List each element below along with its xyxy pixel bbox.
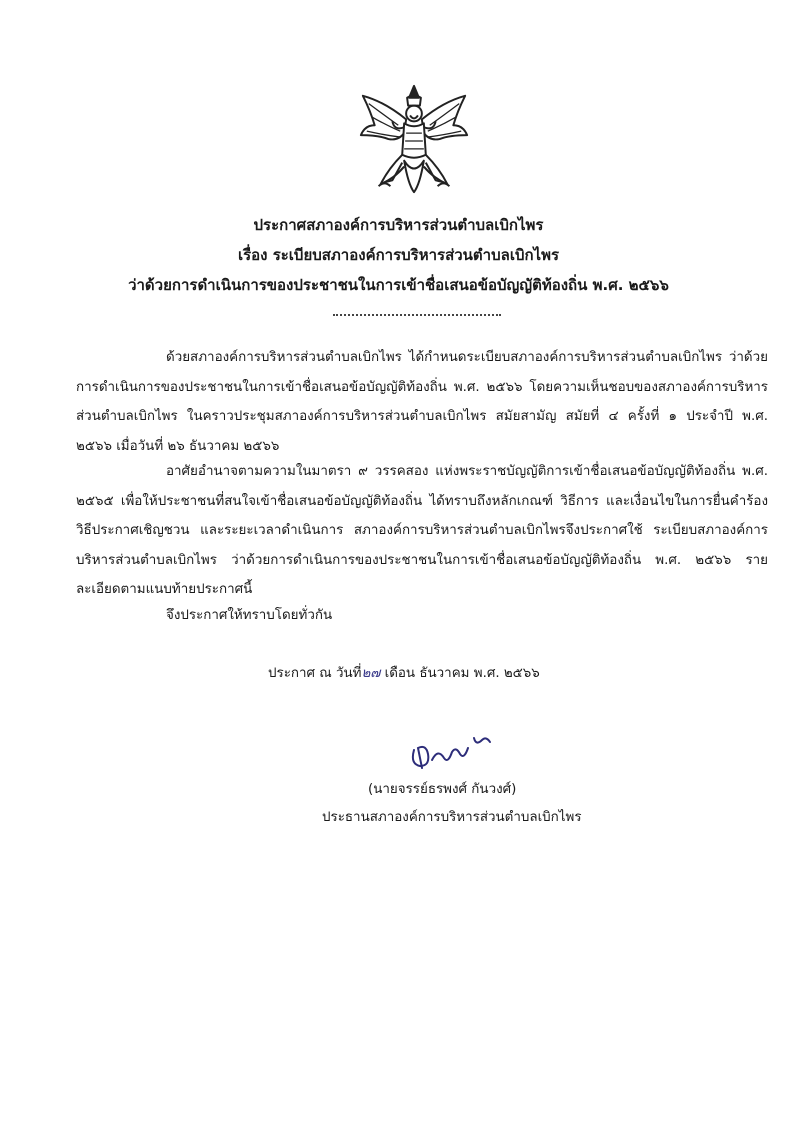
dotted-separator — [333, 314, 501, 316]
signer-name: (นายจรรย์ธรพงศ์ กันวงศ์) — [368, 782, 517, 797]
announcement-subject: เรื่อง ระเบียบสภาองค์การบริหารส่วนตำบลเบิกไพร — [237, 246, 560, 264]
date-prefix: ประกาศ ณ วันที่ — [268, 666, 362, 681]
body-paragraph-2: อาศัยอำนาจตามความในมาตรา ๙ วรรคสอง แห่งพระราชบัญญัติการเข้าชื่อเสนอข้อบัญญัติท้องถิ่น พ.ศ. ๒๕๖๕ เพื่อให้ประชาชนที่สนใจเข้าชื่อเสนอข้อบัญญัติท้องถิ่น ได้ทราบถึงหลักเกณฑ์ วิธีการ และเงื่อนไขในการยื่นคำร้อง วิธีประกาศเชิญชวน และระยะเวลาดำเนินการ สภาองค์การบริหารส่วนตำบลเบิกไพรจึงประกาศใช้ ระเบียบสภาองค์การบริหารส่วนตำบลเบิกไพร ว่าด้วยการดำเนินการของประชาชนในการเข้าชื่อเสนอข้อบัญญัติท้องถิ่น พ.ศ. ๒๕๖๖ รายละเอียดตามแนบท้ายประกาศนี้ — [76, 464, 768, 597]
body-paragraph-1: ด้วยสภาองค์การบริหารส่วนตำบลเบิกไพร ได้กำหนดระเบียบสภาองค์การบริหารส่วนตำบลเบิกไพร ว่าด้วยการดำเนินการของประชาชนในการเข้าชื่อเสนอข้อบัญญัติท้องถิ่น พ.ศ. ๒๕๖๖ โดยความเห็นชอบของสภาองค์การบริหารส่วนตำบลเบิกไพร ในคราวประชุมสภาองค์การบริหารส่วนตำบลเบิกไพร สมัยสามัญ สมัยที่ ๔ ครั้งที่ ๑ ประจำปี พ.ศ. ๒๕๖๖ เมื่อวันที่ ๒๖ ธันวาคม ๒๕๖๖ — [76, 350, 768, 454]
announcement-subtitle: ว่าด้วยการดำเนินการของประชาชนในการเข้าชื่อเสนอข้อบัญญัติท้องถิ่น พ.ศ. ๒๕๖๖ — [128, 276, 669, 294]
garuda-emblem-icon — [355, 82, 473, 200]
handwritten-signature — [404, 730, 499, 778]
body-paragraph-3: จึงประกาศให้ทราบโดยทั่วกัน — [166, 608, 333, 623]
date-day-handwritten: ๒๗ — [361, 666, 381, 681]
announcement-date — [268, 662, 540, 683]
signer-position: ประธานสภาองค์การบริหารส่วนตำบลเบิกไพร — [322, 810, 582, 825]
announcement-title: ประกาศสภาองค์การบริหารส่วนตำบลเบิกไพร — [253, 216, 544, 234]
date-suffix: เดือน ธันวาคม พ.ศ. ๒๕๖๖ — [380, 666, 540, 681]
